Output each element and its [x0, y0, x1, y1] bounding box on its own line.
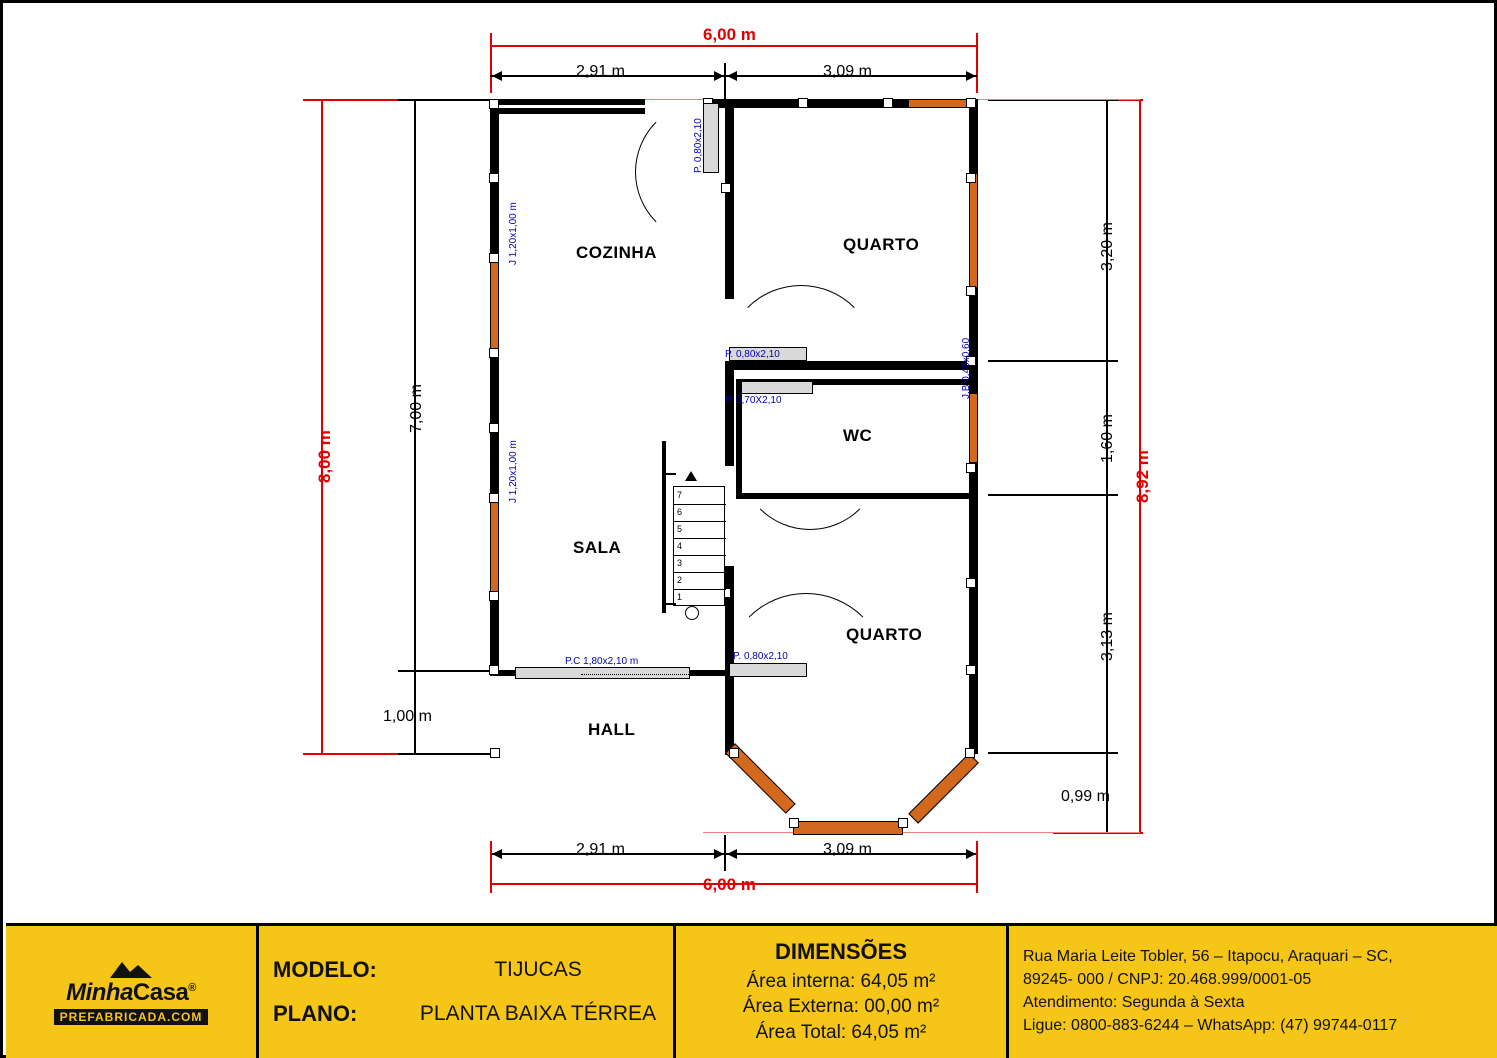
window-label-kitchen: J 1,20x1,00 m	[508, 202, 519, 265]
room-label-cozinha: COZINHA	[576, 243, 657, 262]
stair-rail-tick-1	[666, 473, 676, 475]
stair-up-arrow	[685, 471, 697, 481]
room-label-sala: SALA	[573, 538, 622, 557]
door-arc-quarto2	[725, 593, 887, 755]
stair-number: 5	[677, 524, 683, 534]
node-4	[489, 348, 499, 358]
brand-reg: ®	[188, 982, 196, 994]
logo-block	[6, 926, 256, 1058]
node-1	[489, 99, 499, 109]
door-label-quarto2: P. 0,80x2,10	[733, 651, 788, 662]
stair-number: 2	[677, 575, 683, 585]
dimensions-block	[676, 926, 1006, 1058]
stair-number: 4	[677, 541, 683, 551]
dim-left-inner-tick-mid	[398, 670, 493, 672]
address-line: Ligue: 0800-883-6244 – WhatsApp: (47) 99744-0117	[1023, 1016, 1398, 1034]
ext-line-bottom	[703, 832, 1140, 833]
window-top-right	[908, 99, 973, 108]
dim-bottom-total-tick-left	[490, 841, 492, 893]
plan-key: PLANO:	[273, 1001, 358, 1026]
dim-right-tick-b	[988, 360, 1118, 362]
mountain-icon	[108, 959, 154, 979]
room-label-hall: HALL	[588, 720, 636, 739]
window-right-wc	[969, 393, 978, 463]
room-label-wc: WC	[843, 426, 873, 445]
dim-bottom-right-label: 3,09 m	[823, 841, 872, 858]
dim-left-lower-tick	[398, 753, 493, 755]
stair-number: 6	[677, 507, 683, 517]
dim-left-inner-label: 7,00 m	[408, 384, 425, 433]
dim-bottom-left-label: 2,91 m	[576, 841, 625, 858]
model-row	[273, 957, 673, 983]
dimensions-row: Área interna: 64,05 m²	[746, 971, 936, 993]
stair-start-circle	[685, 606, 699, 620]
node-6	[489, 493, 499, 503]
room-label-quarto-2: QUARTO	[846, 625, 923, 644]
stair-number: 3	[677, 558, 683, 568]
node-13	[966, 173, 976, 183]
post-porch-4	[898, 818, 908, 828]
dim-right-2-label: 1,60 m	[1099, 414, 1116, 463]
window-label-wc: J.B 0,40x0,60	[961, 337, 972, 399]
dim-top-right-label: 3,09 m	[823, 63, 872, 80]
dim-right-total-label: 8,92 m	[1133, 450, 1152, 503]
stair-rail-tick-2	[666, 603, 676, 605]
dim-left-total-line	[321, 99, 323, 754]
window-label-sala: J 1,20x1,00 m	[508, 440, 519, 503]
node-3	[489, 253, 499, 263]
node-11	[883, 98, 893, 108]
brand-name	[66, 979, 196, 1007]
node-16	[966, 463, 976, 473]
plan-value: PLANTA BAIXA TÉRREA	[419, 1001, 657, 1025]
arrow-left-1	[492, 71, 502, 81]
node-17	[966, 578, 976, 588]
dimensions-title: DIMENSÕES	[774, 939, 908, 965]
arrow-left-2	[727, 71, 737, 81]
dimensions-row: Área Total: 64,05 m²	[755, 1021, 927, 1043]
brand-sub: PREFABRICADA.COM	[54, 1009, 209, 1025]
brand-part-2: Casa	[132, 979, 189, 1006]
door-arc-cozinha	[635, 101, 777, 243]
dim-bottom-total-tick-right	[976, 841, 978, 893]
stair-rail	[662, 441, 666, 613]
address-line: 89245- 000 / CNPJ: 20.468.999/0001-05	[1023, 971, 1312, 989]
wall-top-left-inner	[490, 108, 645, 114]
plan-row	[273, 1001, 673, 1027]
room-label-quarto-1: QUARTO	[843, 235, 920, 254]
door-sliding-track	[581, 674, 691, 676]
post-porch-3	[789, 818, 799, 828]
porch-wall-right-angled	[908, 753, 979, 824]
model-block	[259, 926, 673, 1058]
node-14	[966, 286, 976, 296]
dim-right-1-label: 3,20 m	[1099, 222, 1116, 271]
dim-bottom-total-label: 6,00 m	[703, 875, 756, 894]
node-7	[489, 591, 499, 601]
dim-left-total-label: 8,00 m	[315, 430, 334, 483]
arrow-right-2	[966, 71, 976, 81]
door-label-quarto1: P. 0,80x2,10	[725, 349, 780, 360]
node-18	[966, 665, 976, 675]
node-2	[489, 173, 499, 183]
window-left-kitchen	[490, 258, 499, 358]
address-block	[1009, 926, 1497, 1058]
dim-right-tick-c	[988, 494, 1118, 496]
address-line: Rua Maria Leite Tobler, 56 – Itapocu, Araquari – SC,	[1023, 948, 1393, 966]
model-key: MODELO:	[273, 957, 377, 982]
model-value: TIJUCAS	[494, 957, 582, 981]
dim-top-mid-tick	[724, 63, 726, 99]
floor-plan	[3, 3, 1497, 923]
dim-left-lower-label: 1,00 m	[383, 708, 432, 725]
door-label-cozinha: P. 0,80x2,10	[693, 118, 704, 173]
dim-right-4-label: 0,99 m	[1061, 788, 1110, 805]
node-12	[966, 98, 976, 108]
dimensions-row: Área Externa: 00,00 m²	[742, 996, 940, 1018]
dim-bottom-mid-tick	[724, 835, 726, 871]
door-label-wc: P. 0,70X2,10	[725, 395, 782, 406]
arrow-right-4	[966, 849, 976, 859]
dim-left-inner-tick-top	[398, 99, 493, 101]
arrow-right-3	[714, 849, 724, 859]
stair-number: 7	[677, 490, 683, 500]
address-line: Atendimento: Segunda à Sexta	[1023, 994, 1245, 1011]
porch-wall-bottom	[793, 821, 903, 835]
dim-top-total-label: 6,00 m	[703, 25, 756, 44]
dim-top-total-line	[490, 45, 978, 47]
arrow-right-1	[714, 71, 724, 81]
arrow-left-3	[492, 849, 502, 859]
dim-top-total-tick-right	[976, 33, 978, 93]
wall-top-left	[490, 99, 645, 105]
node-10	[798, 98, 808, 108]
node-5	[489, 423, 499, 433]
door-arc-wc	[739, 388, 881, 530]
arrow-left-4	[727, 849, 737, 859]
window-right-quarto1	[969, 173, 978, 288]
node-8	[489, 665, 499, 675]
post-porch-1	[729, 748, 739, 758]
stair-number: 1	[677, 592, 683, 602]
window-left-sala	[490, 498, 499, 598]
door-sliding-main	[515, 667, 690, 679]
title-block	[6, 923, 1497, 1058]
post-porch-2	[965, 748, 975, 758]
dim-top-left-label: 2,91 m	[576, 63, 625, 80]
brand-part-1: Minha	[66, 979, 133, 1006]
dim-right-3-label: 3,13 m	[1099, 612, 1116, 661]
post-hall-left	[490, 748, 500, 758]
door-label-main: P.C 1,80x2,10 m	[565, 656, 639, 667]
dim-top-total-tick-left	[490, 33, 492, 93]
dim-right-tick-d	[988, 752, 1118, 754]
